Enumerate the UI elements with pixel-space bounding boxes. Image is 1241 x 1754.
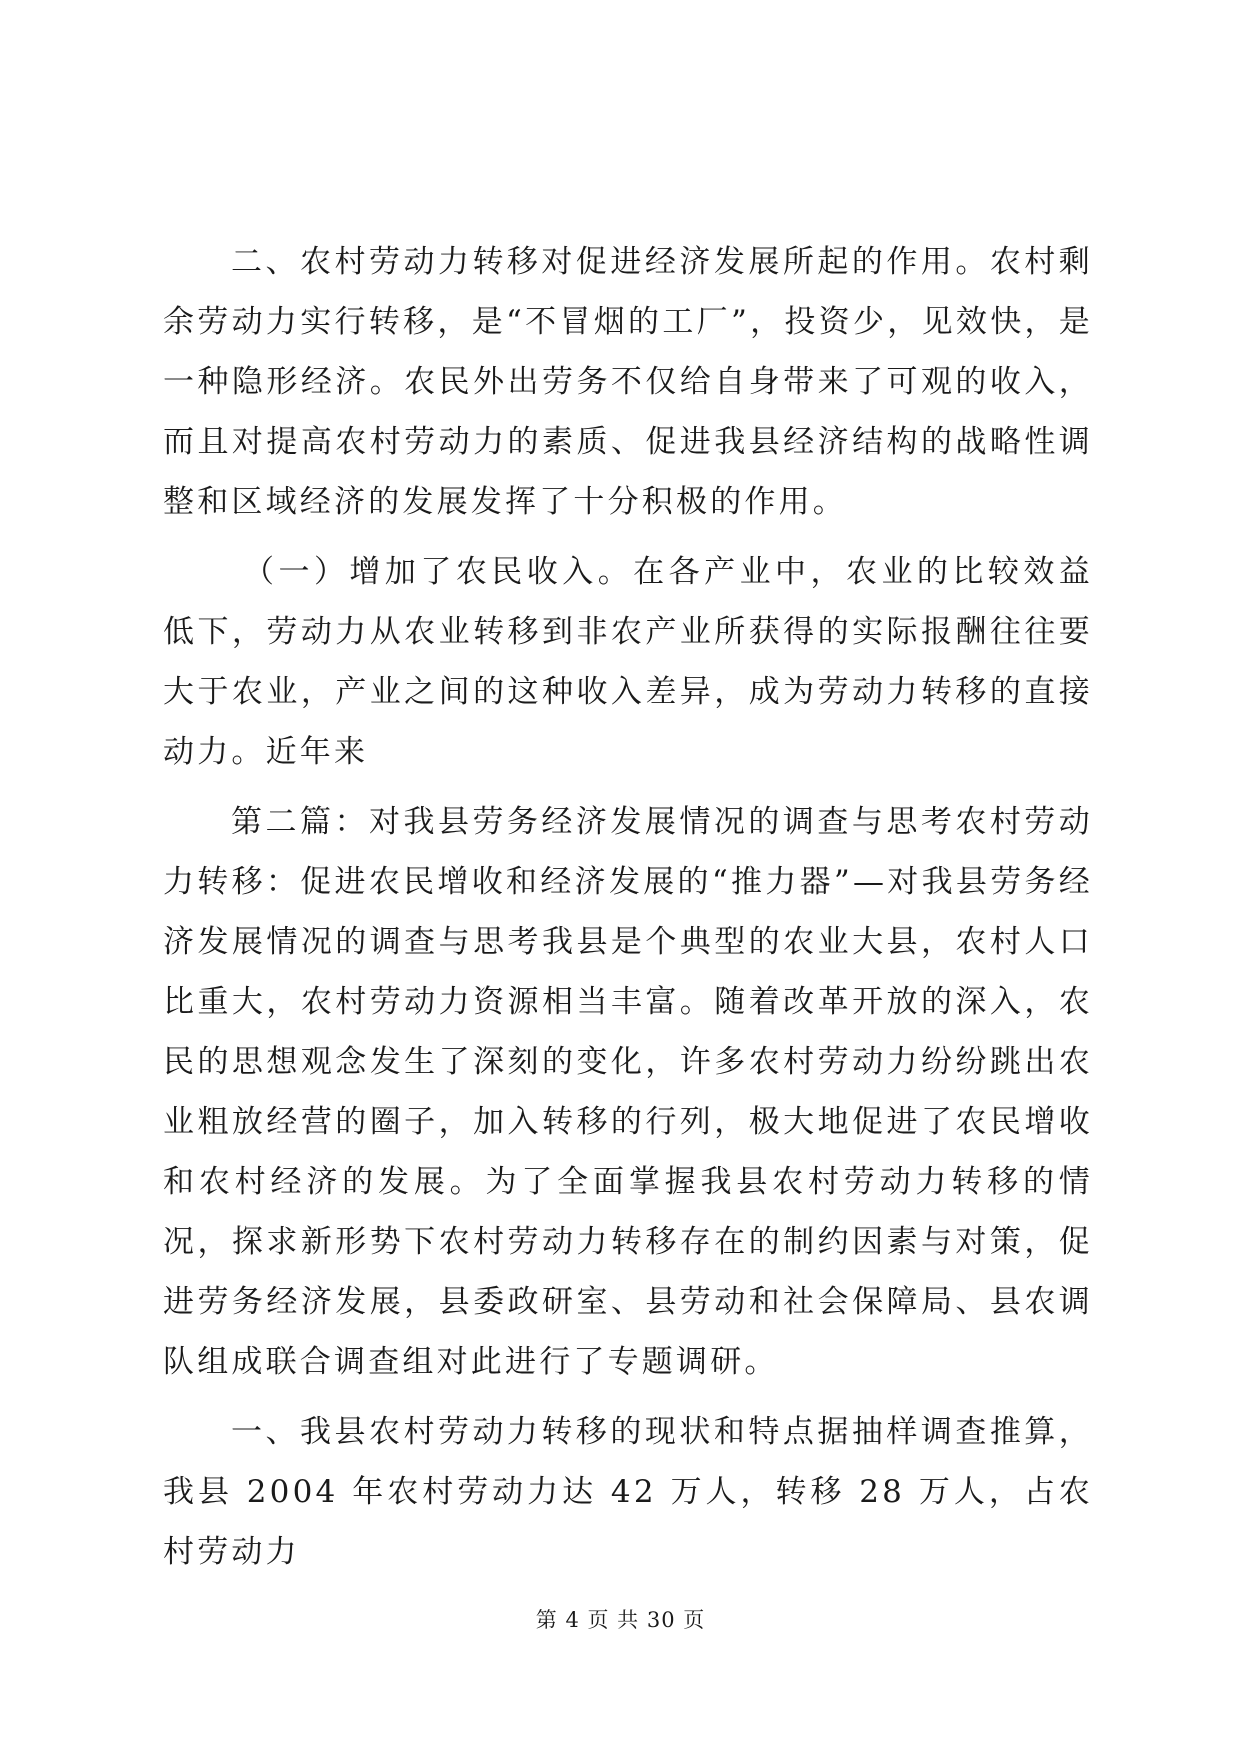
page-number-footer: 第 4 页 共 30 页 xyxy=(535,1608,706,1632)
paragraph-second-article: 第二篇：对我县劳务经济发展情况的调查与思考农村劳动力转移：促进农民增收和经济发展的“推力器”—对我县劳务经济发展情况的调查与思考我县是个典型的农业大县，农村人口比重大，农村劳动力资源相当丰富。随着改革开放的深入，农民的思想观念发生了深刻的变化，许多农村劳动力纷纷跳出农业粗放经营的圈子，加入转移的行列，极大地促进了农民增收和农村经济的发展。为了全面掌握我县农村劳动力转移的情况，探求新形势下农村劳动力转移存在的制约因素与对策，促进劳务经济发展，县委政研室、县劳动和社会保障局、县农调队组成联合调查组对此进行了专题调研。 xyxy=(163,804,1093,1380)
paragraph-current-status: 一、我县农村劳动力转移的现状和特点据抽样调查推算，我县 2004 年农村劳动力达 42 万人，转移 28 万人，占农村劳动力 xyxy=(163,1414,1093,1570)
paragraph-income-increase: （一）增加了农民收入。在各产业中，农业的比较效益低下，劳动力从农业转移到非农产业所获得的实际报酬往往要大于农业，产业之间的这种收入差异，成为劳动力转移的直接动力。近年来 xyxy=(163,554,1093,770)
paragraph-section-two: 二、农村劳动力转移对促进经济发展所起的作用。农村剩余劳动力实行转移，是“不冒烟的工厂”，投资少，见效快，是一种隐形经济。农民外出劳务不仅给自身带来了可观的收入，而且对提高农村劳动力的素质、促进我县经济结构的战略性调整和区域经济的发展发挥了十分积极的作用。 xyxy=(163,244,1093,520)
document-body xyxy=(163,232,1093,1582)
